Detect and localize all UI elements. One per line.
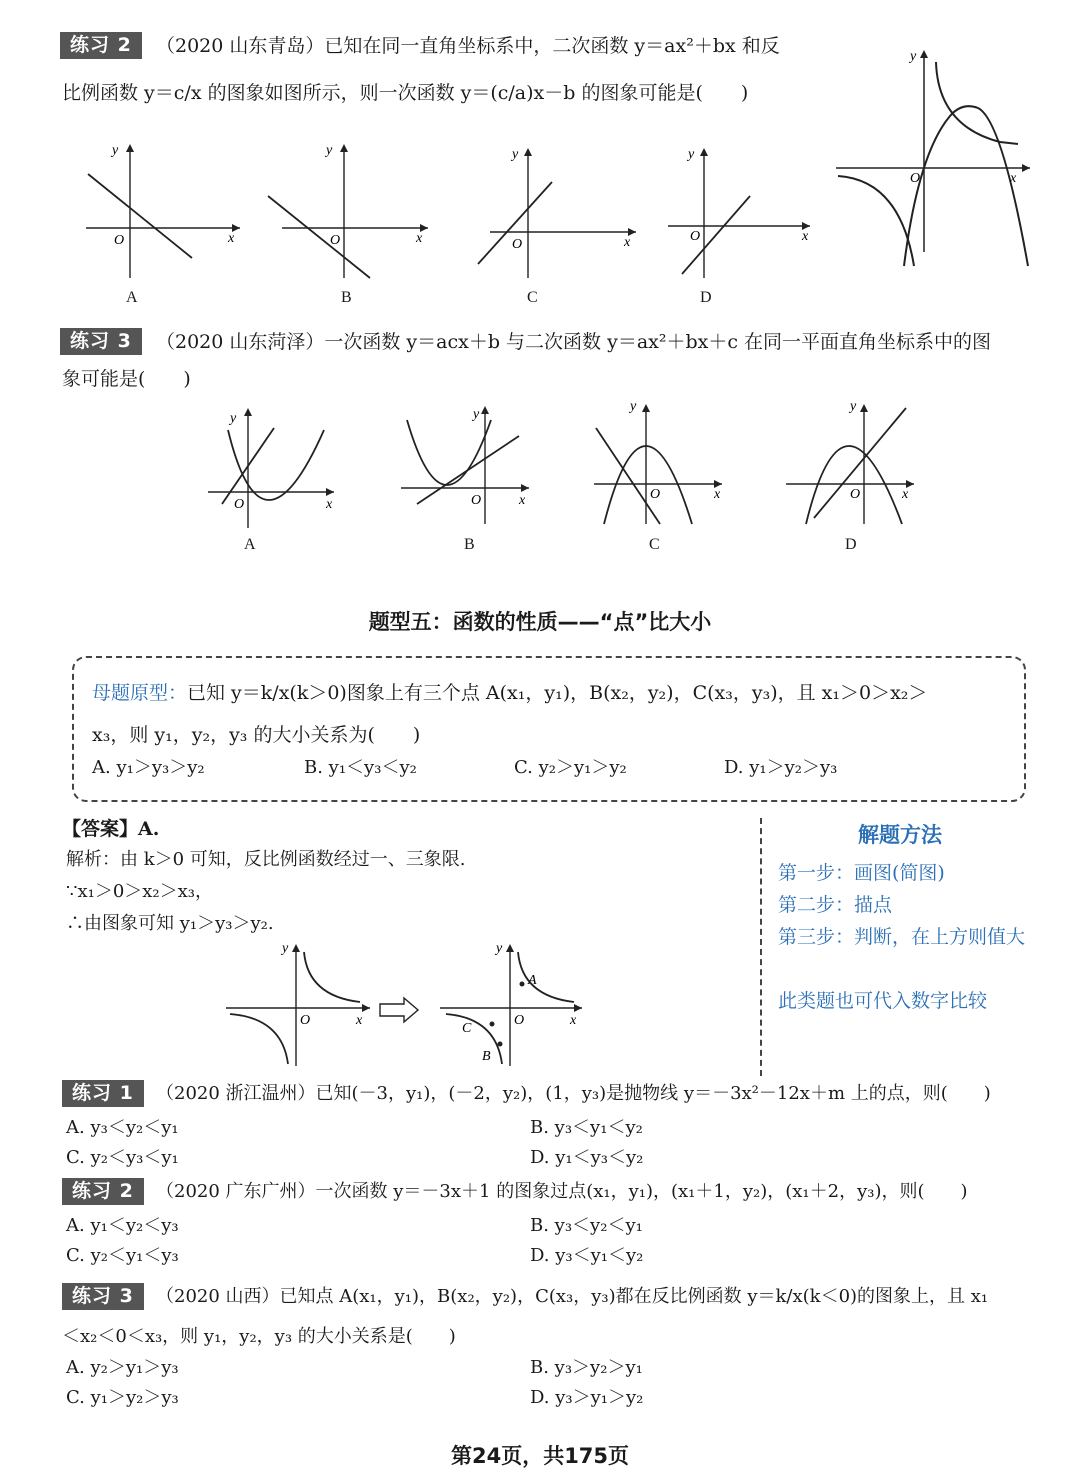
choice: B. y₃＜y₁＜y₂ <box>530 1117 643 1138</box>
option-label: A <box>244 536 256 553</box>
analysis-line: 解析：由 k＞0 可知，反比例函数经过一、三象限. <box>66 849 466 870</box>
axis-label: x <box>1010 171 1017 186</box>
axis-label: y <box>230 411 237 426</box>
origin-label: O <box>690 229 701 244</box>
choice: C. y₁＞y₂＞y₃ <box>66 1387 179 1408</box>
arrow-icon <box>380 998 418 1022</box>
origin-label: O <box>512 237 523 252</box>
question-text: （2020 浙江温州）已知(－3，y₁)，(－2，y₂)，(1，y₃)是抛物线 y＝－3x²－12x＋m 上的点，则( ) <box>156 1083 991 1104</box>
graph-option-b <box>395 400 535 530</box>
axis-label: x <box>228 231 235 246</box>
axis-label: y <box>512 147 519 162</box>
point-label: B <box>482 1049 491 1064</box>
given-graph <box>830 44 1040 274</box>
method-title: 解题方法 <box>858 822 942 847</box>
divider <box>760 818 762 1076</box>
graph-option-d <box>780 398 920 528</box>
choice: C. y₂＞y₁＞y₂ <box>514 757 627 778</box>
option-label: D <box>845 536 857 553</box>
choice: A. y₂＞y₁＞y₃ <box>66 1357 179 1378</box>
graph-option-c <box>470 140 640 280</box>
question-text: （2020 广东广州）一次函数 y＝－3x＋1 的图象过点(x₁，y₁)，(x₁＋1，y₂)，(x₁＋2，y₃)，则( ) <box>156 1181 968 1202</box>
axis-label: y <box>850 399 857 414</box>
choice: A. y₁＞y₃＞y₂ <box>92 757 205 778</box>
hyperbola-branch <box>936 62 1018 144</box>
choice: D. y₁＜y₃＜y₂ <box>530 1147 644 1168</box>
graph-option-c <box>588 398 728 528</box>
axis-label: x <box>326 497 333 512</box>
axis-label: x <box>416 231 423 246</box>
axis-label: x <box>802 229 809 244</box>
axis-label: y <box>688 147 695 162</box>
option-label: C <box>527 289 538 306</box>
method-step: 第三步：判断，在上方则值大 <box>778 926 1026 948</box>
origin-label: O <box>114 233 125 248</box>
choice: B. y₁＜y₃＜y₂ <box>304 757 417 778</box>
axis-label: x <box>902 487 909 502</box>
exercise-tag: 练习 3 <box>62 1283 144 1310</box>
analysis-line: ∵x₁＞0＞x₂＞x₃， <box>66 881 214 902</box>
analysis-line: ∴由图象可知 y₁＞y₃＞y₂. <box>66 913 274 934</box>
choice: C. y₂＜y₁＜y₃ <box>66 1245 179 1266</box>
exercise-tag: 练习 2 <box>62 1178 144 1205</box>
axis-label: x <box>519 493 526 508</box>
axis-label: x <box>570 1013 577 1028</box>
question-text: 比例函数 y＝c/x 的图象如图所示，则一次函数 y＝(c/a)x－b 的图象可能是( ) <box>62 82 749 104</box>
origin-label: O <box>514 1013 525 1028</box>
option-label: C <box>649 536 660 553</box>
question-text: 象可能是( ) <box>62 368 191 390</box>
method-step: 第一步：画图(简图) <box>778 862 945 884</box>
prototype-text: 已知 y＝k/x(k＞0)图象上有三个点 A(x₁，y₁)，B(x₂，y₂)，C(x₃，y₃)，且 x₁＞0＞x₂＞ <box>187 682 928 704</box>
axis-label: y <box>630 399 637 414</box>
method-step: 第二步：描点 <box>778 894 893 916</box>
choice: B. y₃＞y₂＞y₁ <box>530 1357 643 1378</box>
origin-label: O <box>330 233 341 248</box>
answer-graphs <box>220 938 600 1070</box>
axis-label: y <box>473 407 480 422</box>
point-label: A <box>528 973 537 988</box>
graph-option-b <box>262 140 432 280</box>
exercise-tag: 练习 1 <box>62 1080 144 1107</box>
axis-label: x <box>624 235 631 250</box>
option-label: B <box>464 536 475 553</box>
prototype-label: 母题原型： <box>92 682 188 704</box>
question-text: ＜x₂＜0＜x₃，则 y₁，y₂，y₃ 的大小关系是( ) <box>62 1326 456 1347</box>
origin-label: O <box>234 497 245 512</box>
choice: D. y₁＞y₂＞y₃ <box>724 757 838 778</box>
answer-title: 【答案】A. <box>62 818 160 840</box>
page-number: 第24页，共175页 <box>450 1444 630 1468</box>
axis-label: y <box>496 941 503 956</box>
axis-label: y <box>112 143 119 158</box>
origin-label: O <box>910 171 921 186</box>
axis-label: y <box>282 941 289 956</box>
exercise-tag: 练习 3 <box>60 328 142 355</box>
option-label: A <box>126 289 138 306</box>
exercise-tag: 练习 2 <box>60 32 142 59</box>
section-title: 题型五：函数的性质——“点”比大小 <box>368 610 712 634</box>
axis-label: x <box>356 1013 363 1028</box>
choice: D. y₃＞y₁＞y₂ <box>530 1387 644 1408</box>
choice: D. y₃＜y₁＜y₂ <box>530 1245 644 1266</box>
axis-label: x <box>714 487 721 502</box>
axis-label: y <box>326 143 333 158</box>
graph-option-a <box>200 400 340 530</box>
option-label: B <box>341 289 352 306</box>
choice: A. y₃＜y₂＜y₁ <box>66 1117 179 1138</box>
axis-label: y <box>910 49 917 64</box>
choice: B. y₃＜y₂＜y₁ <box>530 1215 643 1236</box>
choice: A. y₁＜y₂＜y₃ <box>66 1215 179 1236</box>
method-note: 此类题也可代入数字比较 <box>778 990 988 1012</box>
prototype-question <box>92 680 927 706</box>
point-label: C <box>462 1021 472 1036</box>
origin-label: O <box>471 493 482 508</box>
choice: C. y₂＜y₃＜y₁ <box>66 1147 179 1168</box>
prototype-text: x₃，则 y₁，y₂，y₃ 的大小关系为( ) <box>92 724 421 746</box>
question-text: （2020 山东菏泽）一次函数 y＝acx＋b 与二次函数 y＝ax²＋bx＋c 在同一平面直角坐标系中的图 <box>156 331 992 353</box>
question-text: （2020 山西）已知点 A(x₁，y₁)，B(x₂，y₂)，C(x₃，y₃)都在反比例函数 y＝k/x(k＜0)的图象上，且 x₁ <box>156 1286 989 1307</box>
parabola <box>904 106 1028 266</box>
hyperbola-branch <box>838 176 914 266</box>
graph-option-a <box>80 140 250 280</box>
graph-option-d <box>660 140 830 280</box>
question-text: （2020 山东青岛）已知在同一直角坐标系中，二次函数 y＝ax²＋bx 和反 <box>156 35 780 57</box>
origin-label: O <box>650 487 661 502</box>
origin-label: O <box>300 1013 311 1028</box>
origin-label: O <box>850 487 861 502</box>
option-label: D <box>700 289 712 306</box>
